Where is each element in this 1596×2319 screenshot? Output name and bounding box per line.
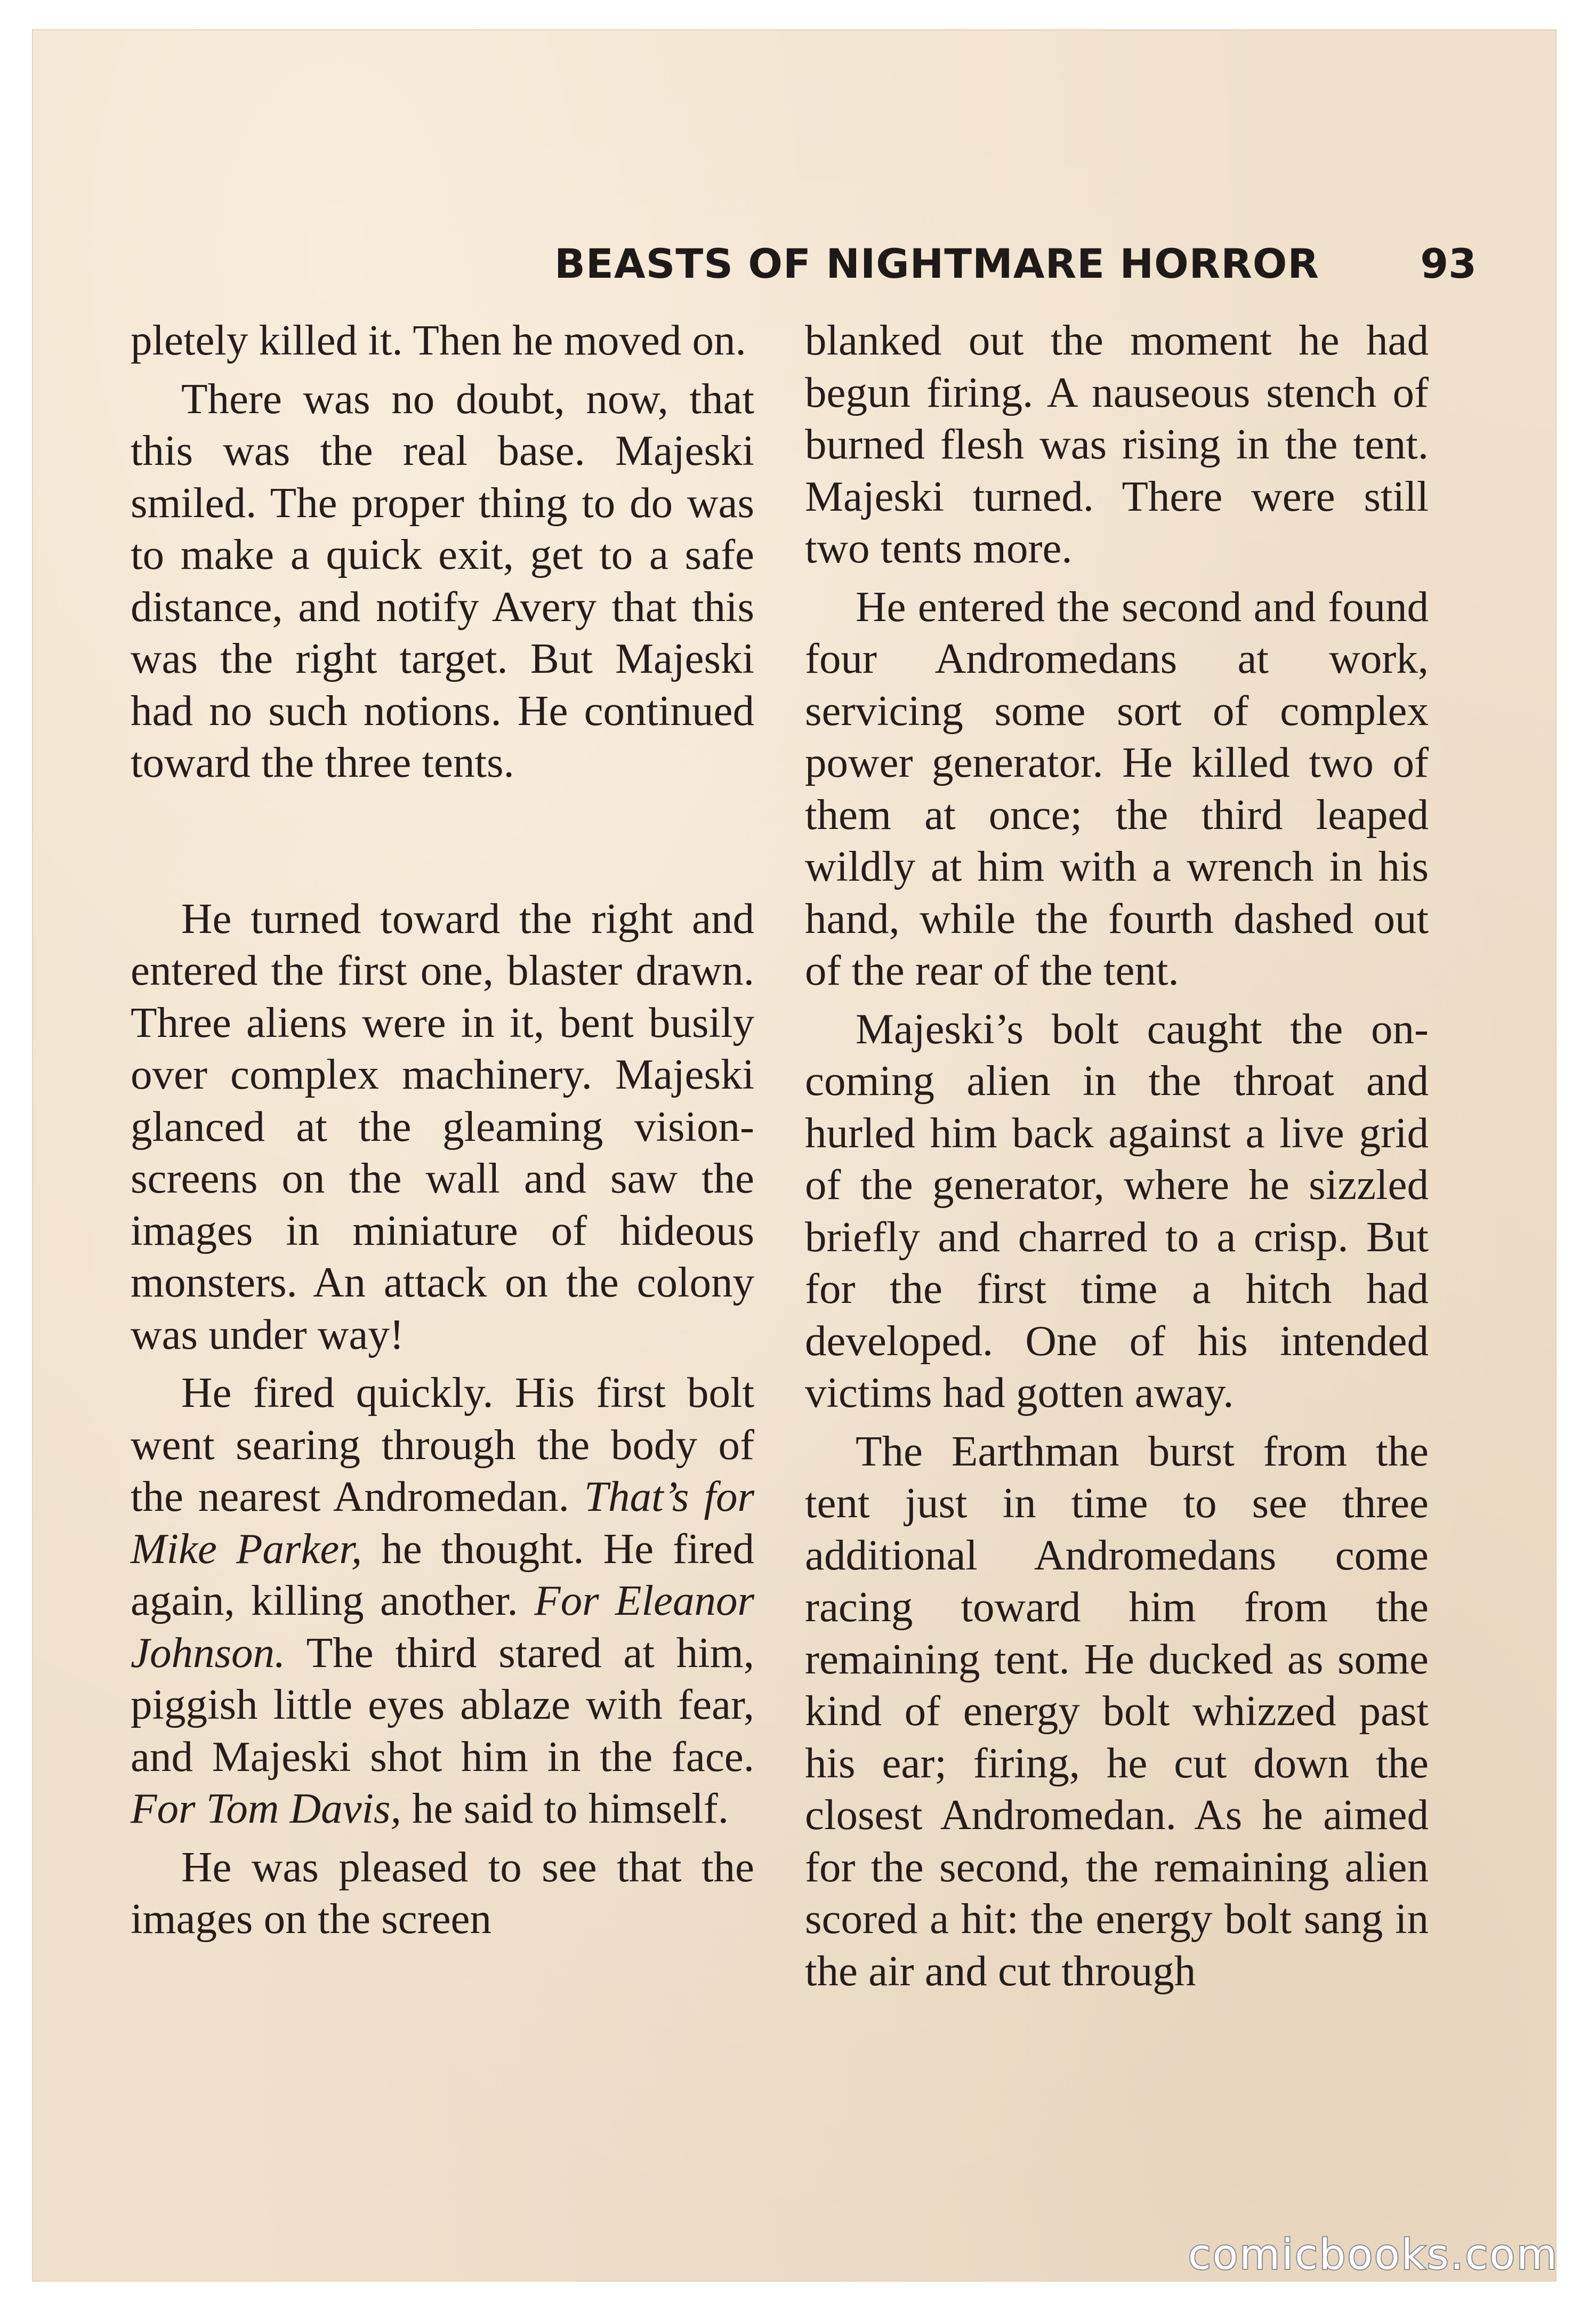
paragraph: blanked out the moment he had begun firing. A nauseous stench of burned flesh was rising in the tent. Majeski turned. There were still two tents more. <box>805 316 1429 572</box>
paragraph: He entered the second and found four Andromedans at work, servicing some sort of complex power generator. He killed two of them at once; the third leaped wildly at him with a wrench in his hand, while the fourth dashed out of the rear of the tent. <box>805 582 1429 994</box>
paragraph: The Earthman burst from the tent just in time to see three additional Andromedans come racing toward him from the remaining tent. He ducked as some kind of energy bolt whizzed past his ear; firing, he cut down the closest Andromedan. As he aimed for the second, the remaining alien scored a hit: the energy bolt sang in the air and cut through <box>805 1427 1429 1995</box>
paragraph-text: he thought. He fired again, killing another. <box>131 1524 754 1624</box>
paragraph-text: The third stared at him, piggish little eyes ablaze with fear, and Majeski shot him in the face. <box>131 1628 754 1781</box>
paragraph: pletely killed it. Then he moved on. <box>131 316 746 364</box>
paragraph: He turned toward the right and entered the first one, blaster drawn. Three aliens were in it, bent busily over complex machinery. Majeski glanced at the gleaming visionscreens on the wall and saw the images in miniature of hideous monsters. An attack on the colony was under way! <box>131 894 754 1358</box>
left-text-column <box>131 315 754 1945</box>
page-number: 93 <box>1420 240 1477 287</box>
paragraph-with-italics <box>131 1367 754 1835</box>
watermark-text: comicbooks.com <box>1188 2231 1559 2279</box>
italic-thought: For Eleanor Johnson. <box>131 1576 754 1677</box>
paragraph: He was pleased to see that the images on the screen <box>131 1842 754 1943</box>
running-header <box>112 240 1477 299</box>
paragraph: Majeski’s bolt caught the oncoming alien in the throat and hurled him back against a live grid of the generator, where he sizzled briefly and charred to a crisp. But for the first time a hitch had developed. One of his intended victims had gotten away. <box>805 1004 1429 1416</box>
italic-thought: For Tom Davis, <box>131 1784 401 1832</box>
book-page <box>32 29 1557 2282</box>
italic-thought: That’s for Mike Parker, <box>131 1472 754 1573</box>
running-head-title: BEASTS OF NIGHTMARE HORROR <box>554 240 1319 287</box>
paragraph-text: he said to himself. <box>401 1784 729 1832</box>
right-text-column <box>805 315 1429 1997</box>
paragraph: There was no doubt, now, that this was the real base. Majeski smiled. The proper thing to do was to make a quick exit, get to a safe distance, and notify Avery that this was the right target. But Majeski had no such notions. He continued toward the three tents. <box>131 374 754 786</box>
paragraph-text: He fired quickly. His first bolt went searing through the body of the nearest Andromedan. <box>131 1368 754 1520</box>
